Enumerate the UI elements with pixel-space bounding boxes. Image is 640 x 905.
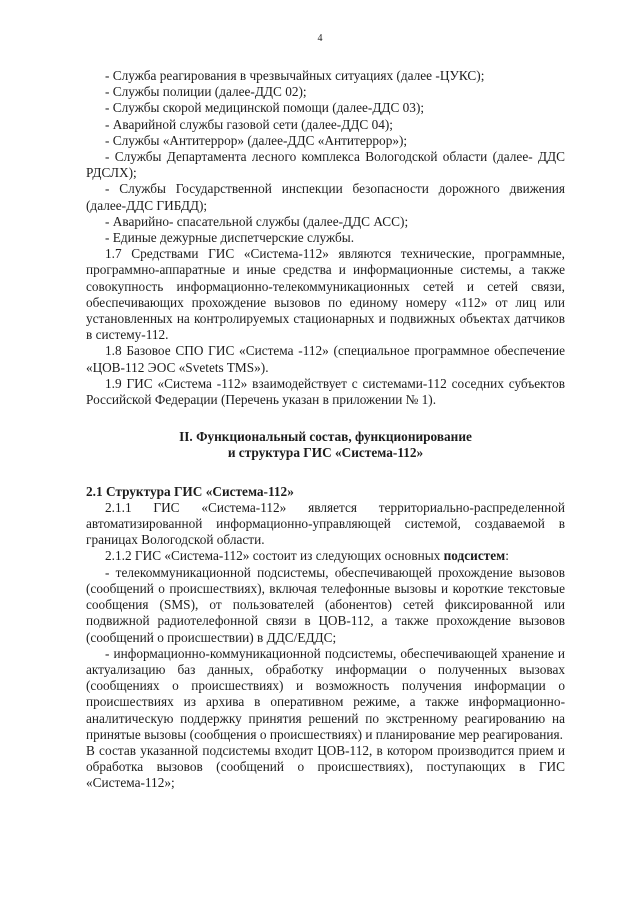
paragraph-1-7: 1.7 Средствами ГИС «Система-112» являются технические, программные, программно-аппаратные и иные средства и информационные системы, а также совокупность информационно-телекоммуникационных сетей и сетей связи, обеспечивающих прохождение вызовов по единому номеру «112» от лиц или установленных на контролируемых стационарных и подвижных объектах датчиков в систему-112. — [86, 246, 565, 343]
document-body — [86, 68, 565, 792]
spacer — [86, 408, 565, 429]
subsystem-info-comm-continued: В состав указанной подсистемы входит ЦОВ-112, в котором производится прием и обработка вызовов (сообщений о происшествиях), поступающих в ГИС «Система-112»; — [86, 742, 565, 791]
paragraph-2-1-2-colon: : — [505, 548, 509, 564]
subsystems-term: подсистем — [443, 548, 506, 564]
paragraph-2-1-2 — [86, 548, 565, 564]
paragraph-1-9: 1.9 ГИС «Система -112» взаимодействует с системами-112 соседних субъектов Российской Федерации (Перечень указан в приложении № 1). — [86, 375, 565, 408]
service-item: - Службы скорой медицинской помощи (далее-ДДС 03); — [105, 100, 425, 116]
paragraph-2-1-2-lead: 2.1.2 ГИС «Система-112» состоит из следующих основных — [105, 548, 444, 564]
spacer — [86, 462, 565, 484]
page-number: 4 — [317, 33, 323, 44]
service-item: - Службы «Антитеррор» (далее-ДДС «Антитеррор»); — [105, 132, 408, 148]
subheading-2-1: 2.1 Структура ГИС «Система-112» — [86, 483, 294, 499]
service-item: - Службы Департамента лесного комплекса Вологодской области (далее- ДДС РДСЛХ); — [86, 149, 565, 181]
service-item: - Службы полиции (далее-ДДС 02); — [105, 84, 307, 100]
service-item: - Единые дежурные диспетчерские службы. — [105, 230, 355, 246]
subsystem-info-comm: - информационно-коммуникационной подсистемы, обеспечивающей хранение и актуализацию баз данных, обработку информации о полученных вызовах (сообщениях о происшествиях) и возможность получения информации о происшествиях из архива в оперативном режиме, а также информационно-аналитическую поддержку принятия решений по экстренному реагированию на принятые вызовы (сообщения о происшествиях) и планирование мер реагирования. — [86, 645, 565, 742]
subsystem-telecom: - телекоммуникационной подсистемы, обеспечивающей прохождение вызовов (сообщений о происшествиях), включая телефонные вызовы и короткие текстовые сообщения (SMS), от пользователей (абонентов) сетей фиксированной или подвижной радиотелефонной связи в ЦОВ-112, а также прохождение вызовов (сообщений о происшествии) в ДДС/ЕДДС; — [86, 564, 565, 645]
paragraph-1-8: 1.8 Базовое СПО ГИС «Система -112» (специальное программное обеспечение «ЦОВ-112 ЭОС «Svetets TMS»). — [86, 343, 565, 375]
section-heading-line-1: II. Функциональный состав, функционирование — [179, 429, 472, 445]
service-item: - Службы Государственной инспекции безопасности дорожного движения (далее-ДДС ГИБДД); — [86, 181, 565, 213]
service-item: - Аварийной службы газовой сети (далее-ДДС 04); — [105, 116, 393, 132]
service-item: - Аварийно- спасательной службы (далее-ДДС АСС); — [105, 213, 409, 229]
service-item: - Служба реагирования в чрезвычайных ситуациях (далее -ЦУКС); — [105, 68, 485, 83]
section-heading-line-2: и структура ГИС «Система-112» — [227, 445, 424, 461]
paragraph-2-1-1: 2.1.1 ГИС «Система-112» является территориально-распределенной автоматизированной информационно-управляющей системой, создаваемой в границах Вологодской области. — [86, 499, 565, 548]
